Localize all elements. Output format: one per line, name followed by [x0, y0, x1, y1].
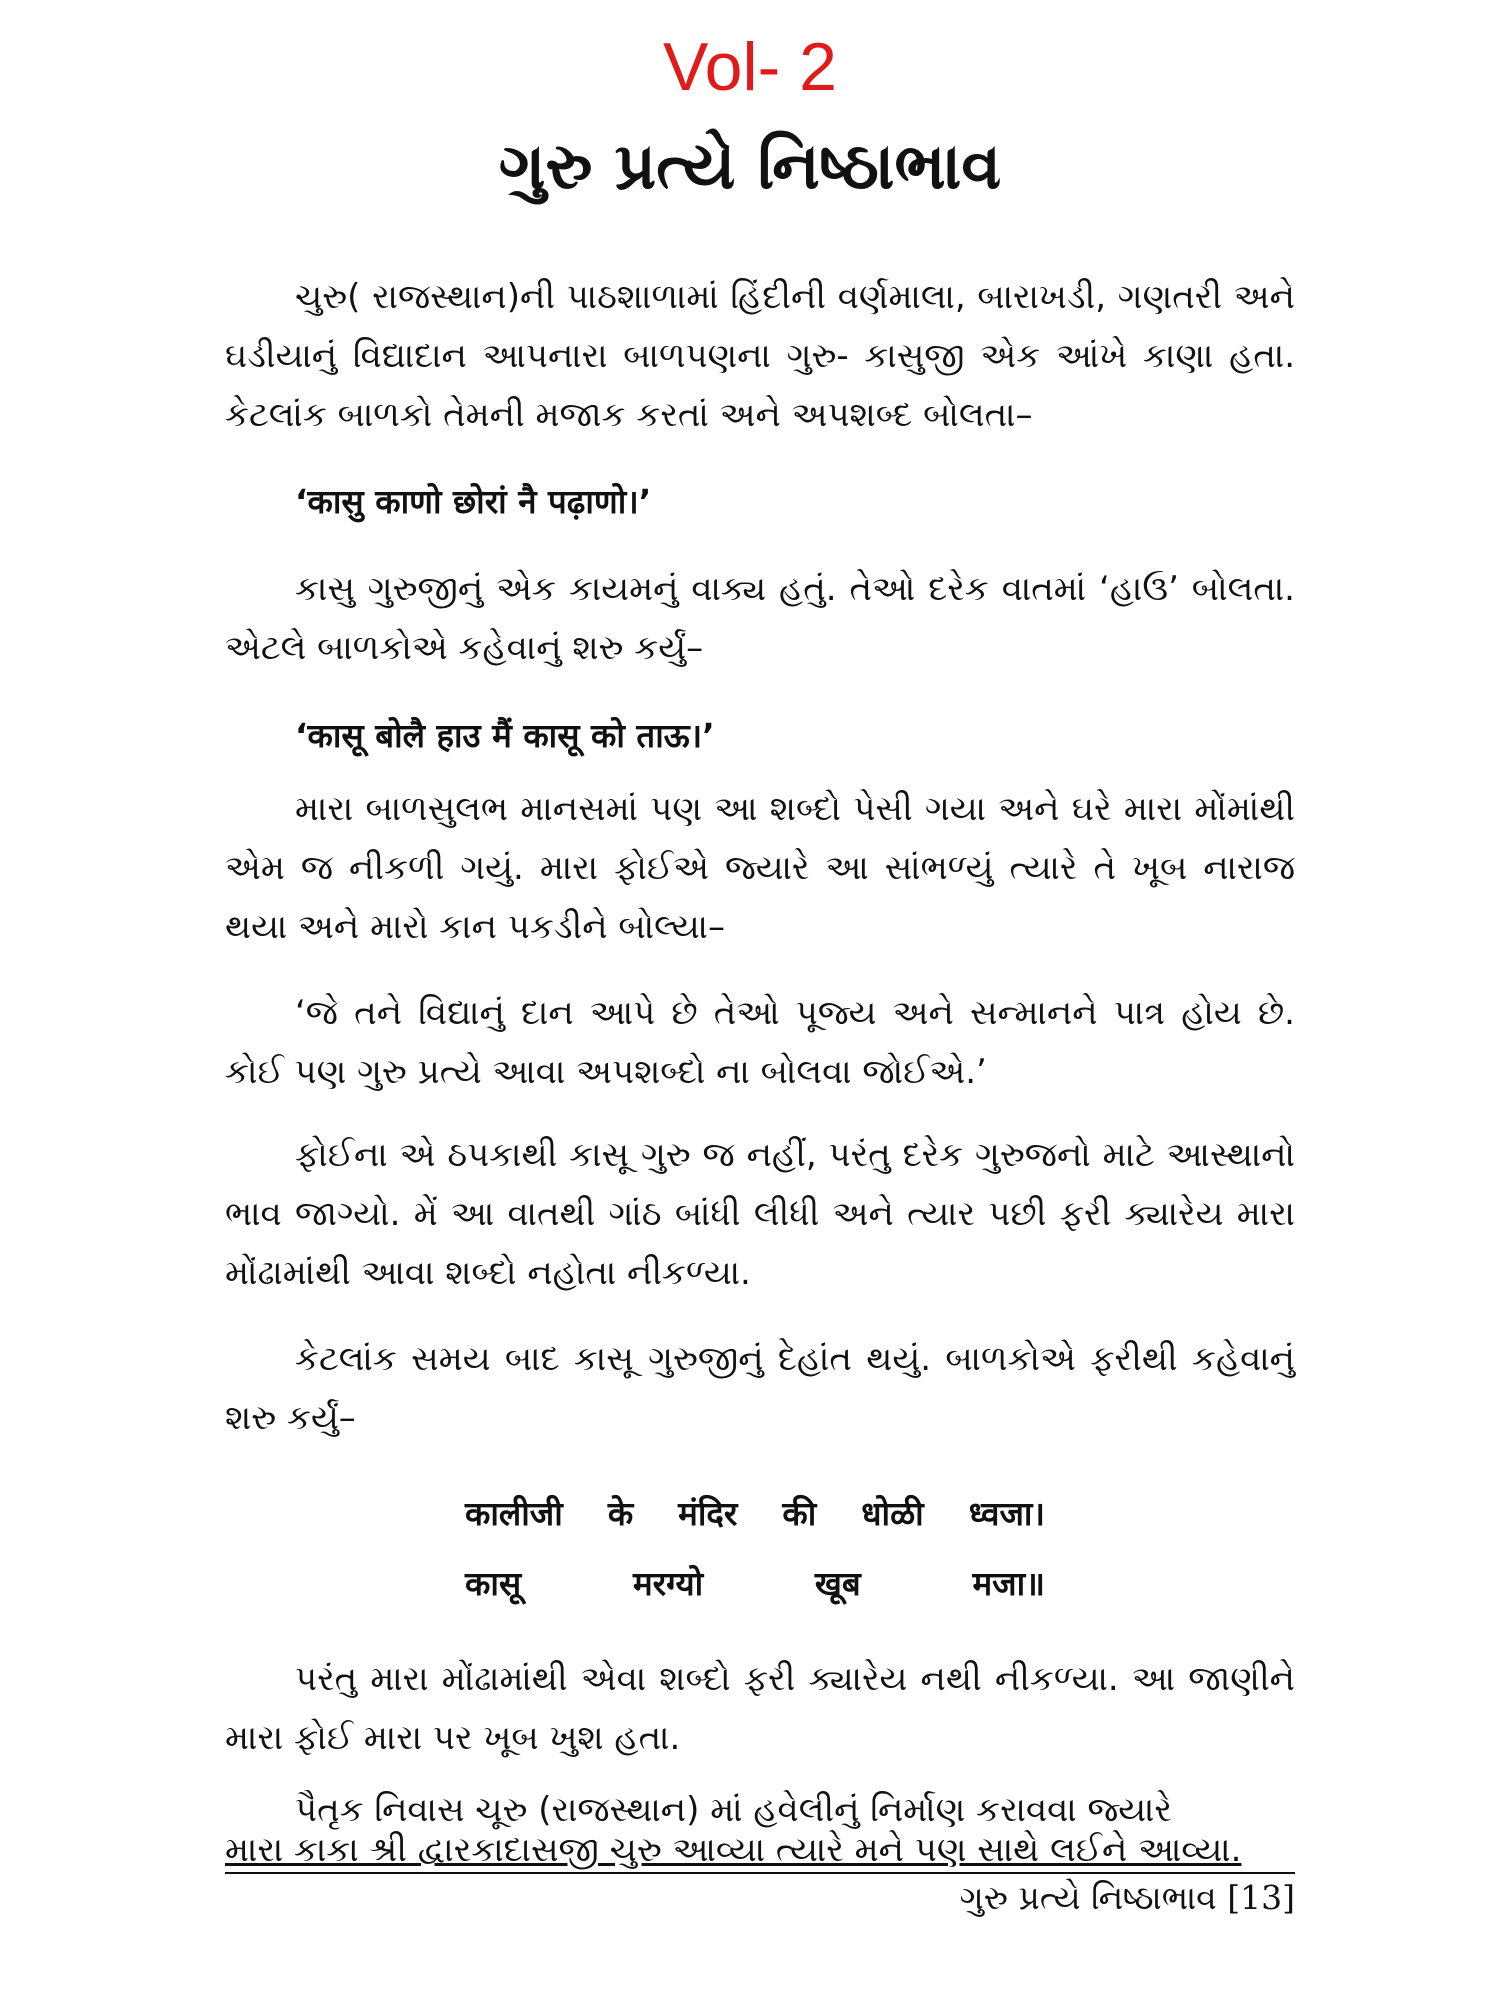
volume-label: Vol- 2 — [663, 29, 837, 105]
paragraph-4: ‘જે તને વિદ્યાનું દાન આપે છે તેઓ પૂજ્ય અને સન્માનને પાત્ર હોય છે. કોઈ પણ ગુરુ પ્રત્યે આવા અપશબ્દો ના બોલવા જોઈએ.’ — [225, 993, 1295, 1092]
verse-word: के — [607, 1494, 634, 1533]
verse-word: कालीजी — [465, 1494, 563, 1533]
verse-line-2 — [465, 1560, 1045, 1605]
paragraph-6: કેટલાંક સમય બાદ કાસૂ ગુરુજીનું દેહાંત થયું. બાળકોએ ફરીથી કહેવાનું શરુ કર્યું– — [225, 1339, 1295, 1438]
page-number: [13] — [1227, 1878, 1295, 1917]
verse-word: ध्वजा। — [968, 1494, 1045, 1533]
verse-line-1 — [465, 1490, 1045, 1535]
footer-divider — [225, 1872, 1295, 1874]
paragraph-1: ચુરુ( રાજસ્થાન)ની પાઠશાળામાં હિંદીની વર્ણમાલા, બારાખડી, ગણતરી અને ઘડીયાનું વિદ્યાદાન આપનારા બાળપણના ગુરુ- કાસુજી એક આંખે કાણા હતા. કેટલાંક બાળકો તેમની મજાક કરતાં અને અપશબ્દ બોલતા– — [225, 277, 1295, 435]
paragraph-2: કાસુ ગુરુજીનું એક કાયમનું વાક્ય હતું. તેઓ દરેક વાતમાં ‘હાઉ’ બોલતા. એટલે બાળકોએ કહેવાનું શરુ કર્યું– — [225, 569, 1295, 668]
verse-word: खूब — [814, 1564, 861, 1603]
quote-2: ‘कासू बोलै हाउ मैं कासू को ताऊ।’ — [295, 716, 715, 755]
verse-word: मंदिर — [678, 1494, 738, 1533]
running-title: ગુરુ પ્રત્યે નિષ્ઠાભાવ — [959, 1878, 1217, 1917]
verse-word: कासू — [465, 1564, 522, 1603]
verse-word: मजा॥ — [972, 1564, 1045, 1603]
page-footer — [960, 1878, 1295, 1918]
paragraph-5: ફોઈના એ ઠપકાથી કાસૂ ગુરુ જ નહીં, પરંતુ દરેક ગુરુજનો માટે આસ્થાનો ભાવ જાગ્યો. મેં આ વાતથી ગાંઠ બાંધી લીધી અને ત્યાર પછી ફરી ક્યારેય મારા મોંઢામાંથી આવા શબ્દો નહોતા નીકળ્યા. — [225, 1135, 1295, 1293]
paragraph-8-line-1: પૈતૃક નિવાસ ચૂરુ (રાજસ્થાન) માં હવેલીનું નિર્માણ કરાવવા જ્યારે — [295, 1790, 1172, 1830]
verse-word: की — [782, 1494, 817, 1533]
paragraph-8-line-2: મારા કાકા શ્રી દ્વારકાદાસજી ચુરુ આવ્યા ત્યારે મને પણ સાથે લઈને આવ્યા. — [225, 1830, 1242, 1870]
paragraph-3: મારા બાળસુલભ માનસમાં પણ આ શબ્દો પેસી ગયા અને ઘરે મારા મોંમાંથી એમ જ નીકળી ગયું. મારા ફોઈએ જ્યારે આ સાંભળ્યું ત્યારે તે ખૂબ નારાજ થયા અને મારો કાન પકડીને બોલ્યા– — [225, 789, 1295, 947]
verse-word: धोळी — [861, 1494, 924, 1533]
chapter-title: ગુરુ પ્રત્યે નિષ્ઠાભાવ — [498, 130, 1002, 204]
quote-1: ‘कासु काणो छोरां नै पढ़ाणो।’ — [295, 482, 652, 521]
paragraph-7: પરંતુ મારા મોંઢામાંથી એવા શબ્દો ફરી ક્યારેય નથી નીકળ્યા. આ જાણીને મારા ફોઈ મારા પર ખૂબ ખુશ હતા. — [225, 1659, 1295, 1758]
verse-word: मरग्यो — [632, 1564, 704, 1603]
